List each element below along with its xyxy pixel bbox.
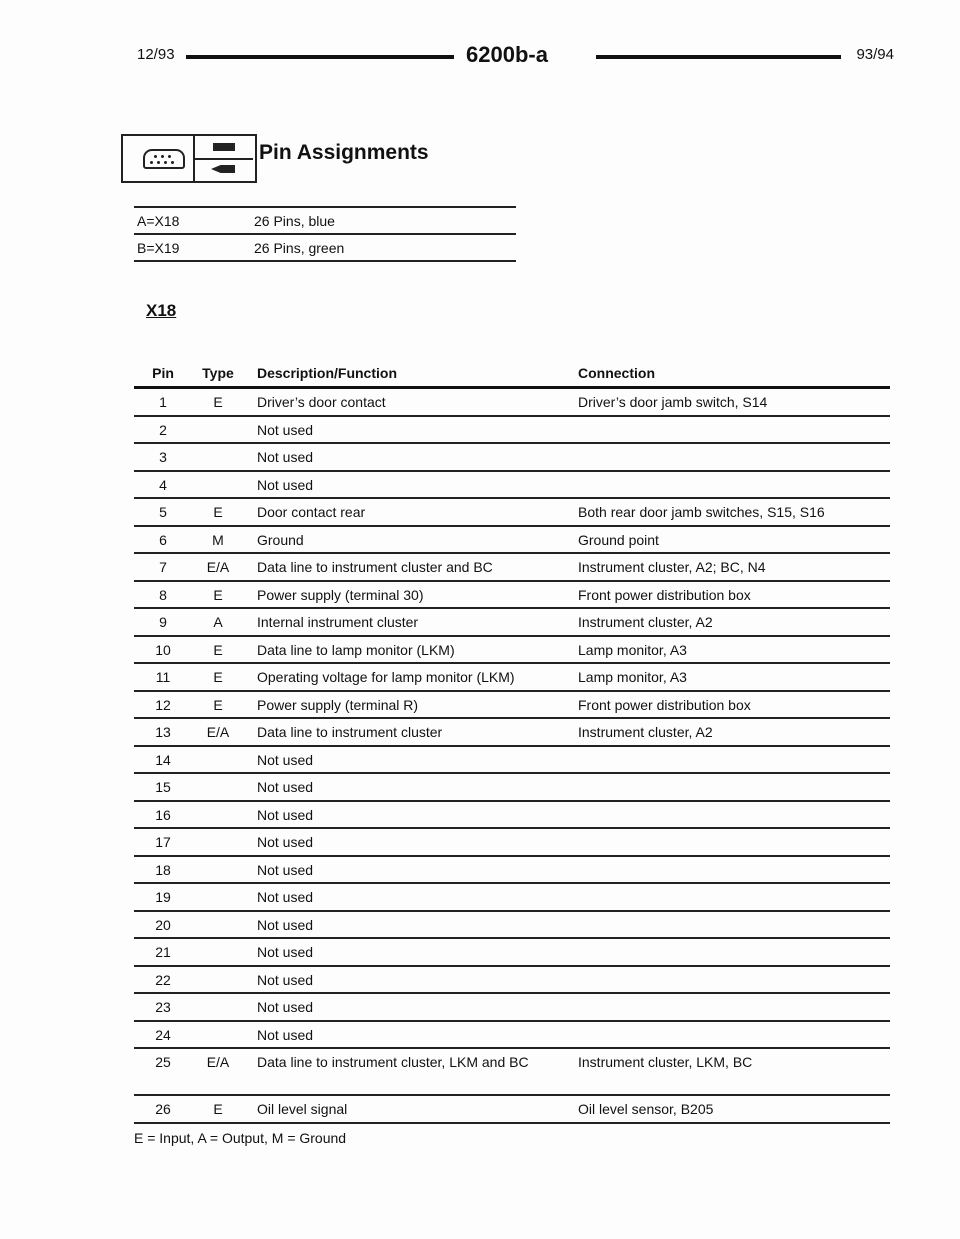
table-row — [0, 1022, 960, 1050]
cell-type: E — [213, 504, 223, 520]
cell-pin: 23 — [155, 999, 171, 1015]
plug-socket-icon — [213, 143, 235, 151]
table-row — [0, 527, 960, 555]
cell-pin: 12 — [155, 696, 171, 713]
header-doc-code: 6200b-a — [466, 42, 548, 67]
table-row — [0, 444, 960, 472]
header-rule-left — [186, 55, 454, 59]
table-row — [0, 554, 960, 582]
cell-type: E — [213, 394, 223, 410]
cell-connection: Both rear door jamb switches, S15, S16 — [578, 504, 825, 520]
cell-type: E — [213, 586, 223, 603]
table-row — [0, 747, 960, 775]
cell-connection: Driver’s door jamb switch, S14 — [578, 394, 768, 410]
table-row — [0, 609, 960, 637]
cell-type: E — [213, 669, 223, 685]
header-date-left: 12/93 — [137, 46, 175, 63]
table-row — [0, 912, 960, 940]
cell-type: E — [213, 1101, 223, 1117]
cell-description: Not used — [257, 421, 314, 438]
cell-description: Not used — [257, 1026, 314, 1043]
cell-description: Not used — [257, 916, 314, 933]
table-row — [0, 994, 960, 1022]
table-row — [0, 939, 960, 967]
cell-pin: 20 — [155, 916, 171, 933]
cell-description: Driver’s door contact — [257, 394, 386, 410]
header-date-right: 93/94 — [856, 46, 894, 63]
cell-description: Not used — [257, 889, 314, 905]
table-row — [0, 719, 960, 747]
cell-type: A — [213, 614, 223, 630]
type-legend-footnote: E = Input, A = Output, M = Ground — [134, 1130, 347, 1146]
cell-pin: 1 — [159, 394, 167, 410]
plug-pin-icon — [211, 165, 235, 173]
cell-type: M — [212, 531, 224, 548]
cell-pin: 24 — [155, 1026, 171, 1043]
cell-description: Not used — [257, 751, 314, 768]
cell-connection: Instrument cluster, A2 — [578, 724, 713, 740]
col-header-connection: Connection — [578, 365, 655, 381]
cell-pin: 13 — [155, 724, 171, 740]
table-row — [0, 417, 960, 445]
cell-description: Not used — [257, 971, 314, 988]
cell-pin: 11 — [155, 669, 171, 685]
col-header-type: Type — [202, 365, 234, 381]
cell-description: Not used — [257, 861, 314, 878]
cell-description: Not used — [257, 834, 314, 850]
section-heading: X18 — [146, 301, 177, 320]
page-header — [137, 42, 894, 70]
cell-description: Data line to instrument cluster — [257, 724, 443, 740]
table-row — [0, 664, 960, 692]
cell-type: E — [213, 641, 223, 658]
cell-description: Data line to instrument cluster, LKM and BC — [257, 1054, 529, 1070]
pin-table — [0, 389, 960, 1129]
cell-pin: 15 — [155, 779, 171, 795]
cell-description: Internal instrument cluster — [257, 614, 419, 630]
cell-pin: 3 — [159, 449, 167, 465]
legend-row — [134, 208, 516, 232]
cell-description: Not used — [257, 779, 314, 795]
table-row — [0, 472, 960, 500]
cell-pin: 10 — [155, 641, 171, 658]
cell-pin: 19 — [155, 889, 171, 905]
cell-pin: 7 — [159, 559, 167, 575]
cell-pin: 5 — [159, 504, 167, 520]
legend-desc: 26 Pins, green — [254, 240, 345, 256]
cell-description: Data line to instrument cluster and BC — [257, 559, 493, 575]
cell-pin: 17 — [155, 834, 171, 850]
cell-pin: 6 — [159, 531, 167, 548]
cell-pin: 9 — [159, 614, 167, 630]
table-row — [0, 692, 960, 720]
cell-description: Power supply (terminal R) — [257, 696, 419, 713]
cell-description: Data line to lamp monitor (LKM) — [257, 641, 455, 658]
cell-pin: 2 — [159, 421, 167, 438]
table-row — [0, 829, 960, 857]
table-header — [0, 365, 960, 385]
cell-type: E/A — [206, 1054, 230, 1070]
table-row — [0, 857, 960, 885]
legend-code: B=X19 — [137, 240, 180, 256]
table-row — [0, 967, 960, 995]
cell-description: Not used — [257, 999, 314, 1015]
cell-connection: Instrument cluster, A2; BC, N4 — [578, 559, 766, 575]
cell-type: E/A — [206, 559, 230, 575]
cell-connection: Oil level sensor, B205 — [578, 1101, 714, 1117]
cell-pin: 16 — [155, 806, 171, 823]
cell-description: Ground — [257, 531, 304, 548]
cell-pin: 21 — [155, 944, 171, 960]
connector-icon — [143, 149, 185, 169]
icon-box — [121, 134, 257, 183]
cell-pin: 4 — [159, 476, 167, 493]
cell-description: Operating voltage for lamp monitor (LKM) — [257, 669, 515, 685]
cell-description: Oil level signal — [257, 1101, 348, 1117]
cell-description: Not used — [257, 449, 314, 465]
col-header-description: Description/Function — [257, 365, 397, 381]
table-row — [0, 1049, 960, 1096]
cell-pin: 25 — [155, 1054, 171, 1070]
table-row — [0, 884, 960, 912]
table-row — [0, 637, 960, 665]
table-row — [0, 1096, 960, 1124]
cell-connection: Lamp monitor, A3 — [578, 641, 687, 658]
cell-connection: Instrument cluster, LKM, BC — [578, 1054, 753, 1070]
legend-desc: 26 Pins, blue — [254, 213, 335, 229]
page-title: Pin Assignments — [259, 141, 429, 164]
col-header-pin: Pin — [152, 365, 174, 381]
cell-pin: 26 — [155, 1101, 171, 1117]
legend-row — [134, 235, 516, 259]
cell-pin: 14 — [155, 751, 171, 768]
cell-description: Door contact rear — [257, 504, 366, 520]
cell-type: E — [213, 696, 223, 713]
cell-pin: 8 — [159, 586, 167, 603]
table-row — [0, 389, 960, 417]
cell-connection: Front power distribution box — [578, 586, 751, 603]
cell-description: Not used — [257, 944, 314, 960]
cell-connection: Instrument cluster, A2 — [578, 614, 713, 630]
cell-pin: 22 — [155, 971, 171, 988]
header-rule-right — [596, 55, 841, 59]
cell-connection: Ground point — [578, 531, 659, 548]
table-row — [0, 582, 960, 610]
table-row — [0, 774, 960, 802]
table-row — [0, 802, 960, 830]
cell-description: Not used — [257, 476, 314, 493]
cell-pin: 18 — [155, 861, 171, 878]
cell-description: Power supply (terminal 30) — [257, 586, 424, 603]
cell-type: E/A — [206, 724, 230, 740]
cell-connection: Lamp monitor, A3 — [578, 669, 687, 685]
legend-code: A=X18 — [137, 213, 180, 229]
table-row — [0, 499, 960, 527]
cell-description: Not used — [257, 806, 314, 823]
cell-connection: Front power distribution box — [578, 696, 751, 713]
